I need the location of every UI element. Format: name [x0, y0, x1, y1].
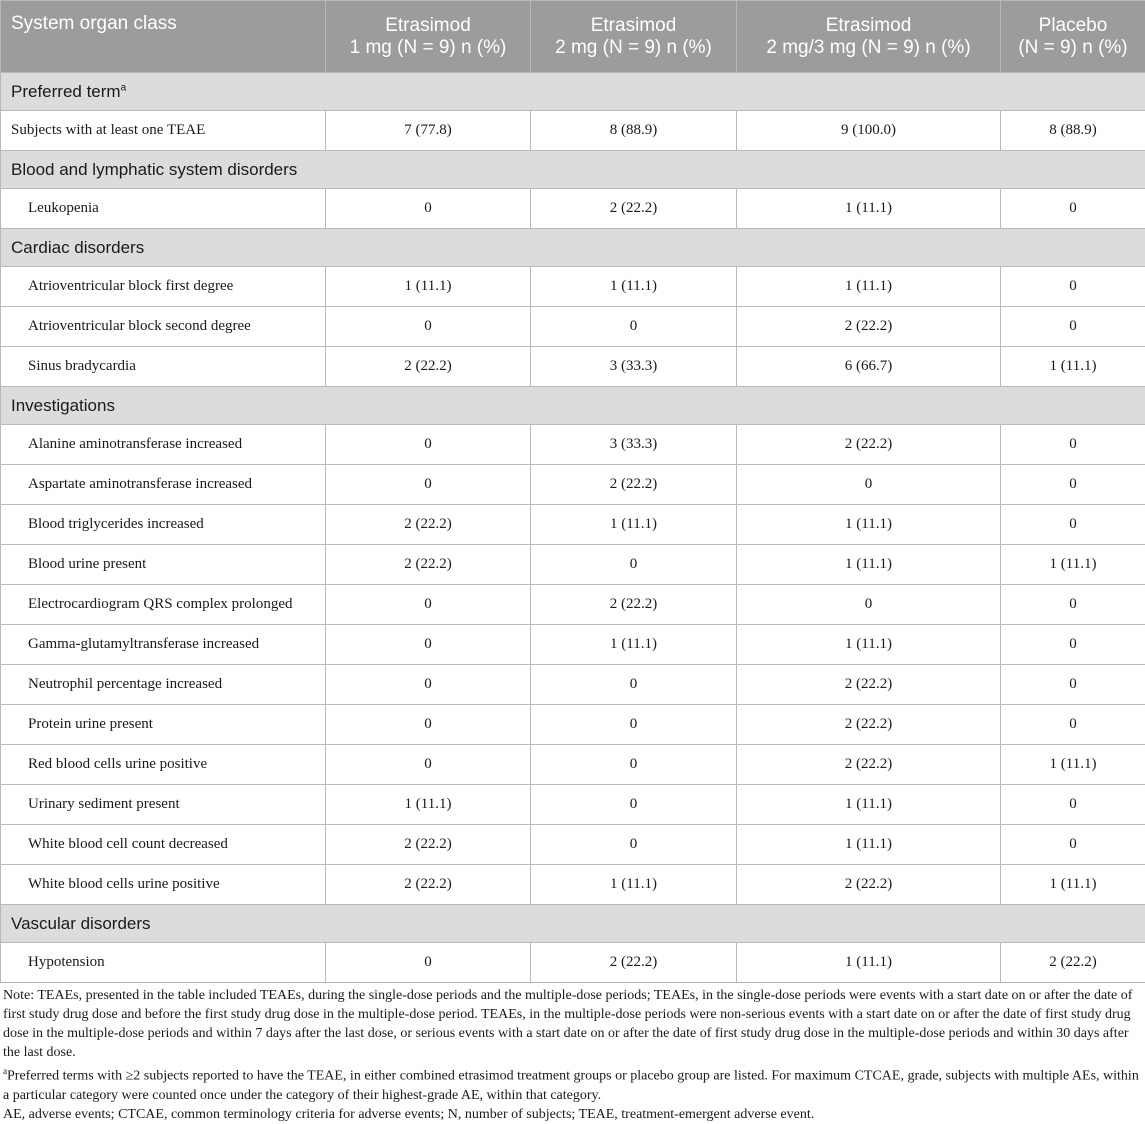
section-label: Blood and lymphatic system disorders [1, 151, 1145, 189]
row-value: 0 [1001, 625, 1145, 665]
row-value: 2 (22.2) [326, 825, 531, 865]
row-value: 0 [1001, 267, 1145, 307]
row-value: 1 (11.1) [1001, 347, 1145, 387]
table-row [1, 465, 1145, 505]
row-value: 1 (11.1) [326, 267, 531, 307]
row-value: 0 [1001, 505, 1145, 545]
table-row [1, 505, 1145, 545]
row-value: 2 (22.2) [737, 865, 1001, 905]
footnote-a-mark: a [3, 1066, 7, 1076]
row-term: Sinus bradycardia [1, 347, 326, 387]
header-line1: Etrasimod [385, 15, 471, 36]
row-value: 1 (11.1) [1001, 865, 1145, 905]
row-value: 2 (22.2) [326, 545, 531, 585]
table-row [1, 943, 1145, 983]
row-value: 2 (22.2) [531, 943, 737, 983]
table-row [1, 785, 1145, 825]
table-row [1, 267, 1145, 307]
table-row [1, 307, 1145, 347]
row-value: 0 [326, 585, 531, 625]
header-line1: Etrasimod [826, 15, 912, 36]
header-line2: (N = 9) n (%) [1018, 37, 1127, 58]
row-value: 6 (66.7) [737, 347, 1001, 387]
table-row [1, 347, 1145, 387]
row-value: 1 (11.1) [326, 785, 531, 825]
preferred-term-label: Preferred term [11, 82, 121, 101]
row-value: 0 [326, 665, 531, 705]
row-value: 0 [1001, 785, 1145, 825]
row-value: 2 (22.2) [737, 705, 1001, 745]
table-row [1, 425, 1145, 465]
section-label: Investigations [1, 387, 1145, 425]
footnote-a-text: Preferred terms with ≥2 subjects reported to have the TEAE, in either combined etrasimod treatment groups or placebo group are listed. For maximum CTCAE, grade, subjects with multiple AEs, within a particular category were counted once under the category of their highest-grade AE, within that category. [3, 1069, 1139, 1103]
row-value: 1 (11.1) [1001, 545, 1145, 585]
row-value: 1 (11.1) [737, 189, 1001, 229]
section-label: Cardiac disorders [1, 229, 1145, 267]
row-value: 0 [1001, 307, 1145, 347]
row-value: 1 (11.1) [737, 943, 1001, 983]
header-etrasimod-1mg [326, 1, 531, 73]
row-term: Hypotension [1, 943, 326, 983]
row-value: 0 [326, 705, 531, 745]
row-value: 8 (88.9) [531, 111, 737, 151]
row-term: Neutrophil percentage increased [1, 665, 326, 705]
row-value: 0 [531, 545, 737, 585]
note-text: Note: TEAEs, presented in the table included TEAEs, during the single-dose periods and the multiple-dose periods; TEAEs, in the single-dose periods were events with a start date on or after the date of first study drug dose and before the first study drug dose in the multiple-dose period. TEAEs, in the multiple-dose periods were non-serious events with a start date on or after the date of first study drug dose in the multiple-dose periods and within 7 days after the last dose, or serious events with a start date on or after the date of first study drug dose in the multiple-dose periods and within 30 days after the last dose. [3, 986, 1141, 1062]
table-row-overall [1, 111, 1145, 151]
row-value: 1 (11.1) [737, 625, 1001, 665]
section-row [1, 151, 1145, 189]
row-value: 2 (22.2) [737, 665, 1001, 705]
footnote-a [3, 1062, 1141, 1105]
section-label: Vascular disorders [1, 905, 1145, 943]
row-term: Atrioventricular block first degree [1, 267, 326, 307]
row-value: 2 (22.2) [531, 585, 737, 625]
row-value: 1 (11.1) [531, 505, 737, 545]
row-value: 0 [531, 705, 737, 745]
row-value: 2 (22.2) [326, 865, 531, 905]
row-value: 0 [326, 465, 531, 505]
row-term: Blood triglycerides increased [1, 505, 326, 545]
header-row [1, 1, 1145, 73]
row-value: 7 (77.8) [326, 111, 531, 151]
row-value: 2 (22.2) [326, 505, 531, 545]
header-line2: 2 mg/3 mg (N = 9) n (%) [766, 37, 970, 58]
row-value: 1 (11.1) [1001, 745, 1145, 785]
row-value: 2 (22.2) [326, 347, 531, 387]
row-value: 2 (22.2) [531, 465, 737, 505]
row-value: 0 [531, 665, 737, 705]
row-value: 0 [326, 745, 531, 785]
row-value: 0 [326, 943, 531, 983]
row-value: 0 [531, 307, 737, 347]
row-term: White blood cells urine positive [1, 865, 326, 905]
row-value: 1 (11.1) [531, 267, 737, 307]
row-term: White blood cell count decreased [1, 825, 326, 865]
row-value: 1 (11.1) [737, 505, 1001, 545]
row-term: Electrocardiogram QRS complex prolonged [1, 585, 326, 625]
header-line2: 2 mg (N = 9) n (%) [555, 37, 712, 58]
row-value: 2 (22.2) [737, 745, 1001, 785]
row-value: 0 [1001, 189, 1145, 229]
section-row [1, 905, 1145, 943]
table-row [1, 189, 1145, 229]
row-value: 1 (11.1) [531, 625, 737, 665]
row-value: 0 [326, 189, 531, 229]
row-value: 8 (88.9) [1001, 111, 1145, 151]
row-value: 0 [1001, 425, 1145, 465]
row-value: 0 [1001, 665, 1145, 705]
row-term: Red blood cells urine positive [1, 745, 326, 785]
row-value: 3 (33.3) [531, 347, 737, 387]
row-value: 0 [1001, 825, 1145, 865]
row-value: 0 [326, 307, 531, 347]
row-value: 0 [1001, 705, 1145, 745]
section-row-preferred-term [1, 73, 1145, 111]
row-value: 1 (11.1) [737, 545, 1001, 585]
table-row [1, 865, 1145, 905]
row-value: 0 [1001, 465, 1145, 505]
row-term: Subjects with at least one TEAE [1, 111, 326, 151]
row-value: 3 (33.3) [531, 425, 737, 465]
header-placebo [1001, 1, 1145, 73]
row-term: Atrioventricular block second degree [1, 307, 326, 347]
row-term: Blood urine present [1, 545, 326, 585]
row-value: 2 (22.2) [737, 307, 1001, 347]
row-term: Aspartate aminotransferase increased [1, 465, 326, 505]
row-value: 1 (11.1) [737, 825, 1001, 865]
row-value: 0 [737, 465, 1001, 505]
table-row [1, 665, 1145, 705]
table-notes [0, 983, 1145, 1124]
header-line1: Etrasimod [591, 15, 677, 36]
row-value: 1 (11.1) [531, 865, 737, 905]
table-row [1, 625, 1145, 665]
row-term: Gamma-glutamyltransferase increased [1, 625, 326, 665]
row-term: Urinary sediment present [1, 785, 326, 825]
table-row [1, 745, 1145, 785]
row-term: Leukopenia [1, 189, 326, 229]
section-label [1, 73, 1145, 111]
row-value: 0 [531, 785, 737, 825]
header-etrasimod-2mg-3mg [737, 1, 1001, 73]
row-value: 1 (11.1) [737, 785, 1001, 825]
header-line2: 1 mg (N = 9) n (%) [350, 37, 507, 58]
row-value: 0 [326, 625, 531, 665]
header-line1: Placebo [1039, 15, 1108, 36]
row-value: 0 [1001, 585, 1145, 625]
row-value: 0 [737, 585, 1001, 625]
row-value: 2 (22.2) [737, 425, 1001, 465]
footnote-marker: a [121, 82, 127, 93]
table-row [1, 545, 1145, 585]
row-value: 0 [326, 425, 531, 465]
header-system-organ-class: System organ class [1, 1, 326, 73]
section-row [1, 229, 1145, 267]
row-term: Alanine aminotransferase increased [1, 425, 326, 465]
table-row [1, 585, 1145, 625]
table-row [1, 825, 1145, 865]
abbreviations-text: AE, adverse events; CTCAE, common terminology criteria for adverse events; N, number of subjects; TEAE, treatment-emergent adverse event. [3, 1105, 1141, 1124]
row-value: 2 (22.2) [531, 189, 737, 229]
row-value: 2 (22.2) [1001, 943, 1145, 983]
row-term: Protein urine present [1, 705, 326, 745]
row-value: 9 (100.0) [737, 111, 1001, 151]
header-etrasimod-2mg [531, 1, 737, 73]
row-value: 0 [531, 745, 737, 785]
table-row [1, 705, 1145, 745]
row-value: 1 (11.1) [737, 267, 1001, 307]
section-row [1, 387, 1145, 425]
row-value: 0 [531, 825, 737, 865]
